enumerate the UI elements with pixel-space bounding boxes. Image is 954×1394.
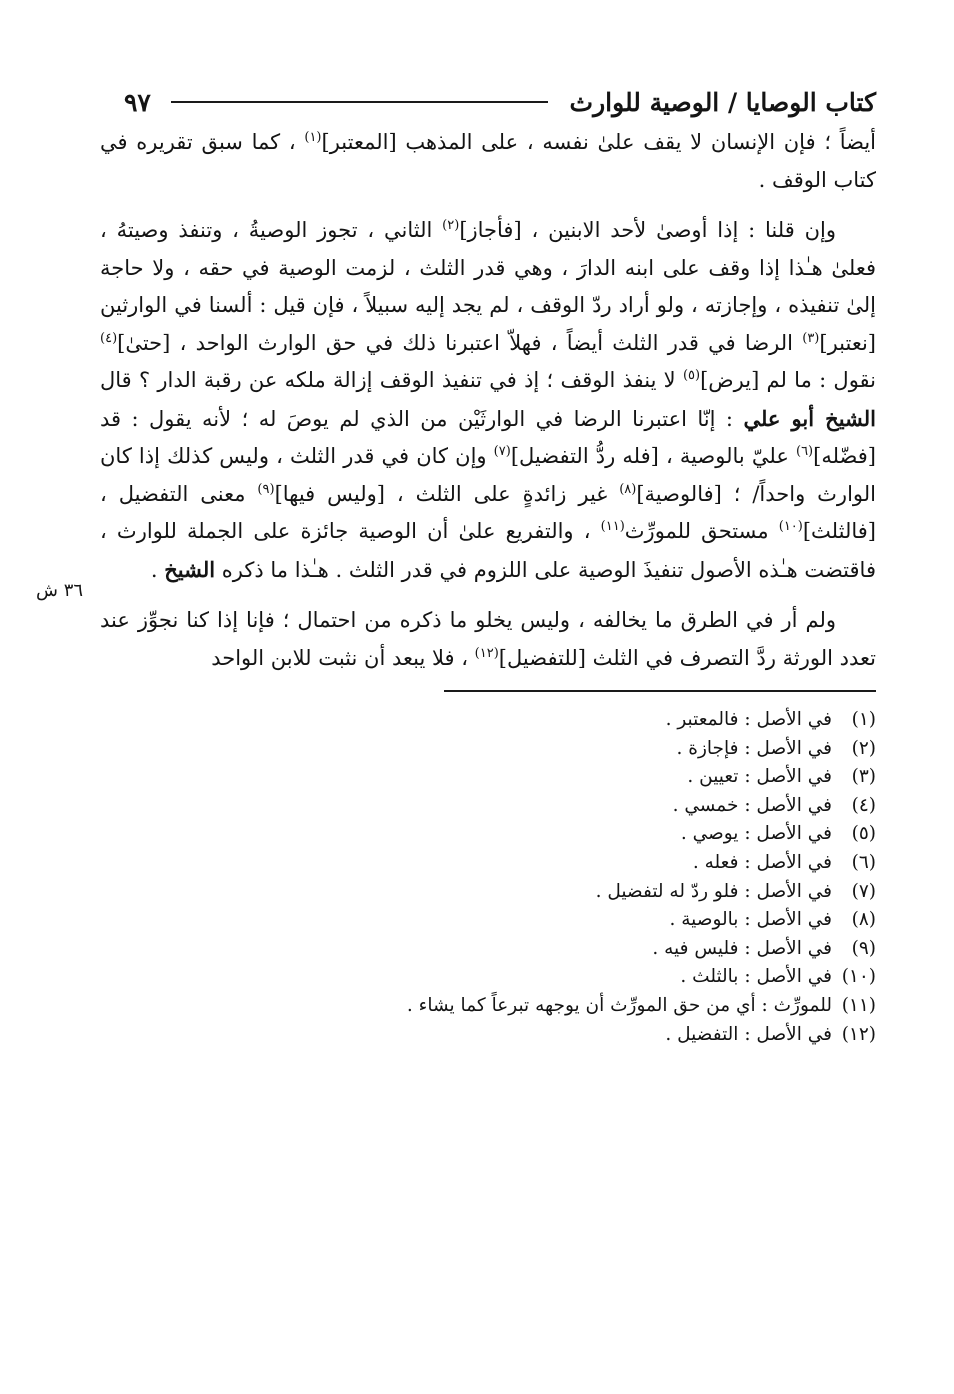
book-page [100,80,876,1360]
footnote-number: (٥) [851,823,876,845]
footnote-marker: (٦) [795,444,814,459]
footnote-text: في الأصل : فليس فيه . [652,937,832,959]
header-title: كتاب الوصايا / الوصية للوارث [569,87,876,117]
paragraph [100,602,876,677]
emphasized-name: الشيخ [164,556,216,582]
footnote [100,735,876,764]
footnote-number: (١٢) [841,1023,876,1045]
footnote [100,763,876,792]
footnote [100,878,876,907]
text-run: . [150,557,165,582]
footnote-text: في الأصل : فعله . [692,851,832,873]
footnote-text: في الأصل : التفضيل . [665,1023,832,1045]
footnote-marker: (١) [304,130,322,145]
footnote-text: في الأصل : فإجازة . [676,737,832,759]
running-header [100,80,876,124]
footnote [100,963,876,992]
text-run: ولم أر في الطرق ما يخالفه ، وليس يخلو ما ذكره من احتمال ؛ فإنا إذا كنا نجوِّز عند تعدد الورثة ردَّ التصرف في الثلث [للتفضيل] [100,608,876,670]
text-run: لا ينفذ الوقف ؛ إذ في تنفيذ الوقف إزالة ملكه عن رقبة الدار ؟ قال [100,368,683,392]
text-run: وإن قلنا : إذا أوصىٰ لأحد الابنين ، [فأجاز] [459,218,836,242]
footnote-marker: (٥) [682,368,701,383]
footnote-marker: (١٢) [474,645,499,661]
footnote [100,792,876,821]
footnote-number: (١) [851,709,876,730]
footnote-number: (٩) [851,937,876,959]
footnote-marker: (٢) [442,218,460,233]
footnote-number: (٦) [851,851,876,873]
footnote-number: (٤) [851,794,876,816]
page-number: ٩٧ [124,87,151,117]
text-run: الرضا في قدر الثلث أيضاً ، فهلاّ اعتبرنا ذلك في حق الوارث الواحد ، [حتىٰ] [117,330,803,355]
footnotes-list [100,706,876,1049]
text-run: ، والتفريع علىٰ أن الوصية جائزة على الجملة للوارث ، فاقتضت هـٰذه الأصول تنفيذَ الوصية على اللزوم في قدر الثلث . هـٰذا ما ذكره [100,519,876,582]
footnote [100,1021,876,1050]
footnote-text: للمورِّث : أي من حق المورِّث أن يوجهه تبرعاً كما يشاء . [406,994,832,1016]
footnote [100,992,876,1021]
footnote-text: في الأصل : فلو ردّ له لتفضيل . [595,880,832,902]
footnote-text: في الأصل : بالثلث . [680,966,832,988]
footnote-marker: (١٠) [778,519,803,534]
footnote [100,906,876,935]
text-run: الثاني ، تجوز الوصيةُ ، وتنفذ وصيتهُ ، فعلىٰ هـٰذا إذا وقف على ابنه الدارَ ، وهي قدر الثلث ، لزمت الوصية في حقه ، ولا حاجة إلىٰ تنفيذه ، وإجازته ، ولو أراد ردّ الوقف ، لم يجد إليه سبيلاً ، فإن قيل : ألسنا في الوارثين [نعتبر] [100,218,876,355]
paragraph [100,124,876,199]
footnote-number: (٢) [851,737,876,759]
text-run: نقول : ما لم [يرض] [700,368,877,392]
main-text [100,124,876,677]
footnote-number: (١٠) [841,966,876,988]
text-run: أيضاً ؛ فإن الإنسان لا يقف علىٰ نفسه ، على المذهب [المعتبر] [321,130,876,154]
footnote-marker: (٤) [100,330,118,346]
margin-note: ٣٦ ش [36,580,84,601]
text-run: عليّ بالوصية ، [فله ردُّ التفضيل] [510,444,796,468]
text-run: : إنّا اعتبرنا الرضا في الوارثَيْن من الذي لم يوصَ له ؛ لأنه يقول : قد [فضّله] [100,406,876,468]
footnote-marker: (١١) [600,519,625,534]
text-run: وإن كان في قدر الثلث ، وليس كذلك إذا كان الوارث واحداً/ ؛ [فالوصية] [100,444,876,506]
footnote [100,706,876,735]
footnote-marker: (٩) [257,481,275,497]
footnote-text: في الأصل : بالوصية . [669,909,832,931]
footnote-number: (٣) [851,766,876,788]
footnote-text: في الأصل : تعيين . [687,766,832,788]
footnote-marker: (٧) [493,444,511,459]
footnote-marker: (٨) [619,481,637,497]
text-run: ، كما سبق تقريره في كتاب الوقف . [100,130,876,192]
footnote [100,820,876,849]
text-run: مستحق للمورِّث [624,519,779,543]
text-run: ، فلا يبعد أن نثبت للابن الواحد [211,645,475,670]
footnote [100,935,876,964]
text-run: غير زائدةٍ على الثلث ، [وليس فيها] [274,481,620,506]
footnote-text: في الأصل : يوصي . [680,823,832,845]
footnote-number: (٧) [851,880,876,902]
footnote-separator [444,690,876,692]
header-rule [171,101,548,103]
footnote-number: (١١) [841,994,876,1016]
footnote [100,849,876,878]
footnote-number: (٨) [851,909,876,931]
footnote-text: في الأصل : خمسي . [672,794,832,816]
footnote-marker: (٣) [802,330,820,346]
paragraph [100,212,876,589]
emphasized-name: الشيخ أبو علي [743,405,877,431]
text-run: معنى التفضيل ، [فالثلث] [100,481,876,543]
footnote-text: في الأصل : فالمعتبر . [665,709,832,730]
